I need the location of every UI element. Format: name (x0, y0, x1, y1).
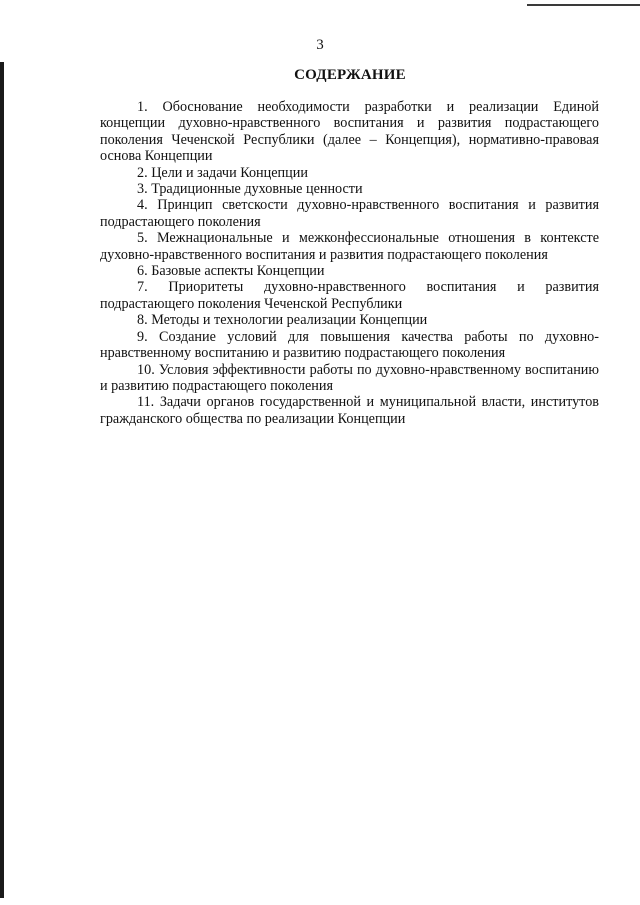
toc-item-3: 3. Традиционные духовные ценности (137, 181, 363, 198)
toc-item-4: 4. Принцип светскости духовно-нравственного воспитания и развития подрастающего поколения (100, 197, 599, 230)
toc-item-10: 10. Условия эффективности работы по духовно-нравственному воспитанию и развитию подрастающего поколения (100, 361, 599, 394)
scan-artifact-top-line (527, 4, 640, 6)
toc-item-1: 1. Обоснование необходимости разработки и реализации Единой концепции духовно-нравственного воспитания и развития подрастающего поколения Чеченской Республики (далее – Концепция), нормативно-правовая основа Концепции (100, 99, 599, 165)
toc-item-6: 6. Базовые аспекты Концепции (137, 263, 325, 280)
toc-item-5: 5. Межнациональные и межконфессиональные отношения в контексте духовно-нравственного воспитания и развития подрастающего поколения (100, 230, 599, 263)
scan-artifact-left-bar (0, 62, 4, 898)
page-title: СОДЕРЖАНИЕ (294, 67, 406, 83)
toc-item-11: 11. Задачи органов государственной и муниципальной власти, институтов гражданского общества по реализации Концепции (100, 394, 599, 427)
toc-item-7: 7. Приоритеты духовно-нравственного воспитания и развития подрастающего поколения Чеченской Республики (100, 279, 599, 312)
page-number: 3 (316, 37, 324, 53)
toc-item-9: 9. Создание условий для повышения качества работы по духовно-нравственному воспитанию и развитию подрастающего поколения (100, 328, 599, 362)
table-of-contents (100, 99, 599, 427)
toc-item-2: 2. Цели и задачи Концепции (137, 164, 308, 181)
toc-item-8: 8. Методы и технологии реализации Концепции (137, 312, 428, 329)
